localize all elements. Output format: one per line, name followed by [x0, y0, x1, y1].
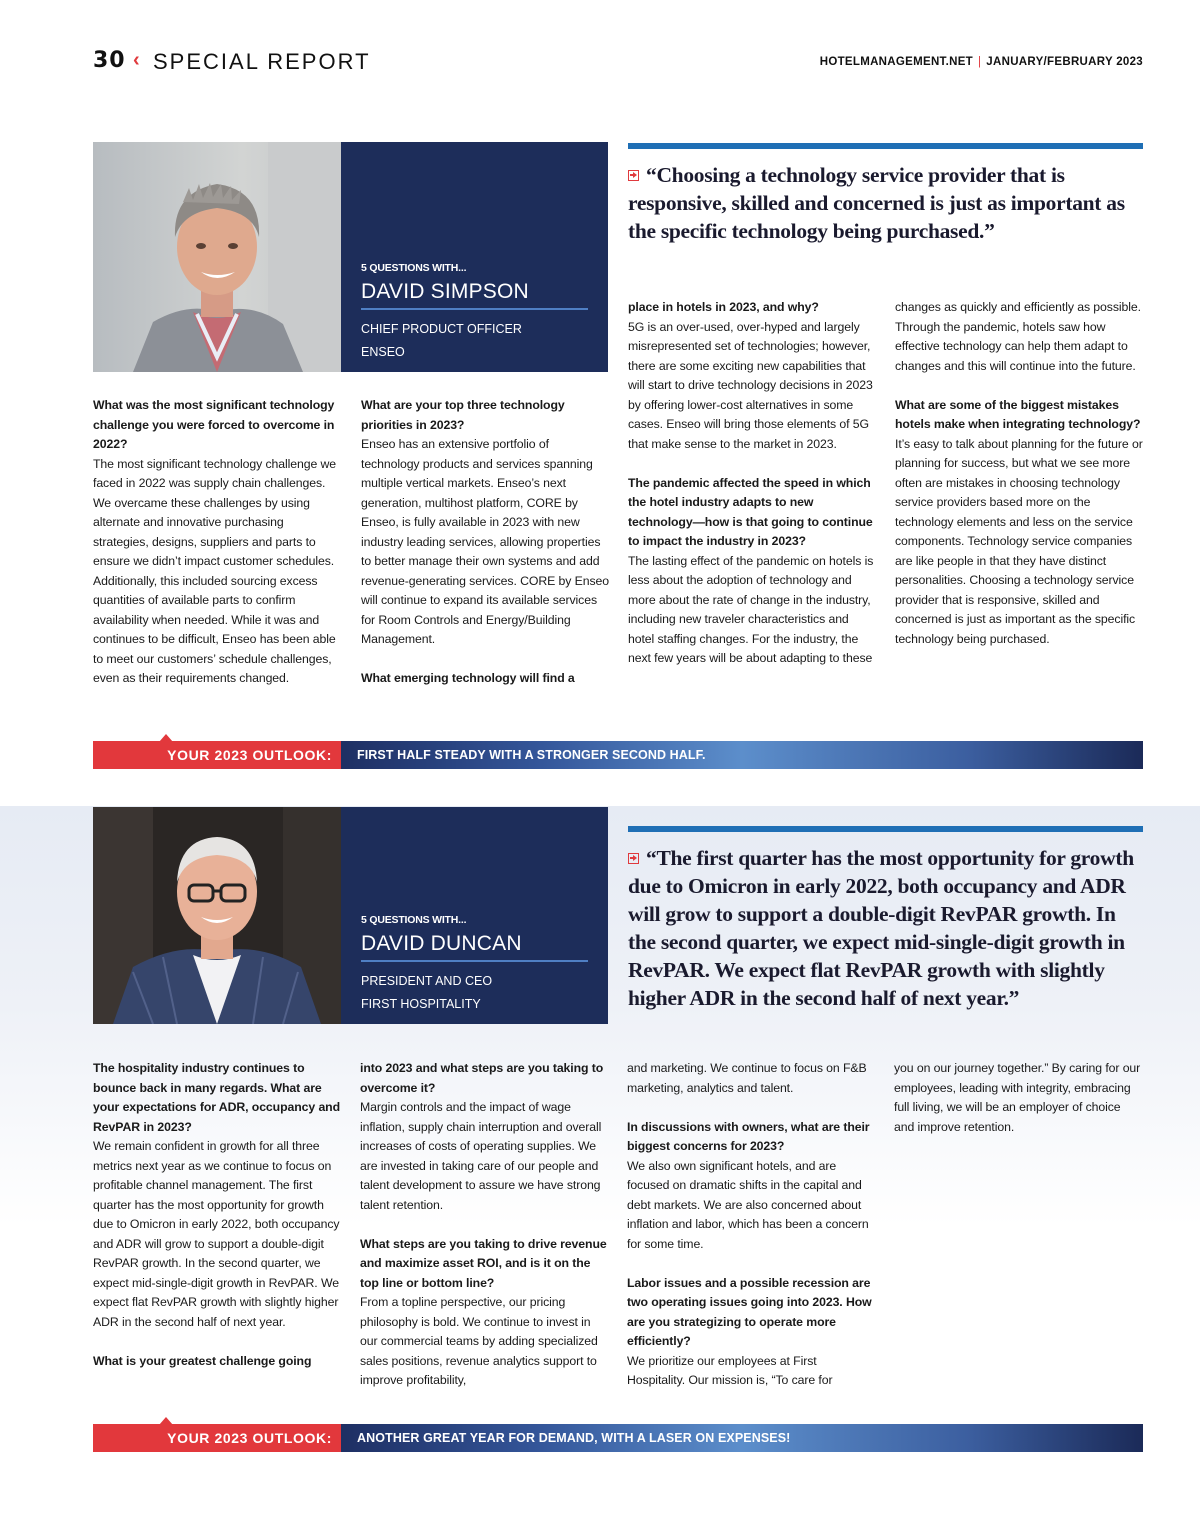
issue-date: JANUARY/FEBRUARY 2023: [986, 56, 1143, 68]
portrait-photo: [93, 142, 341, 372]
answer-text: and marketing. We continue to focus on F&B marketing, analytics and talent.: [627, 1061, 867, 1095]
pull-quote: [628, 844, 1143, 1012]
outlook-text-box: [341, 1424, 1143, 1452]
answer-text: We remain confident in growth for all three metrics next year as we continue to focus on profitable channel management. The first quarter has the most opportunity for growth due to Omicron in early 2022, both occupancy and ADR will grow to support a double-digit RevPAR growth. In the second quarter, we expect mid-single-digit growth in RevPAR. We expect flat RevPAR growth with slightly higher ADR in the second half of next year.: [93, 1139, 340, 1329]
answer-text: 5G is an over-used, over-hyped and largely misrepresented set of technologies; however, there are some exciting new capabilities that will start to drive technology decisions in 2023 by offering lower-cost alternatives in some cases. Enseo will bring those elements of 5G that make sense to the market in 2023.: [628, 319, 873, 451]
article-column: [628, 298, 876, 669]
question-text: What steps are you taking to drive revenue and maximize asset ROI, and is it on the top line or bottom line?: [360, 1236, 607, 1290]
answer-text: Margin controls and the impact of wage inflation, supply chain interruption and overall increases of costs of operating supplies. We are invested in taking care of our people and talent development to assure we have strong talent retention.: [360, 1100, 602, 1212]
outlook-banner: [93, 741, 1143, 769]
article-column: [894, 1059, 1142, 1137]
question-text: What was the most significant technology challenge you were forced to overcome in 2022?: [93, 398, 335, 451]
answer-text: changes as quickly and efficiently as possible. Through the pandemic, hotels saw how effective technology can help them adapt to changes and this will continue into the future.: [895, 300, 1141, 373]
profile-kicker: 5 QUESTIONS WITH...: [361, 914, 467, 926]
profile-name: DAVID DUNCAN: [361, 932, 588, 962]
article-column: [93, 396, 341, 689]
question-text: What are your top three technology priorities in 2023?: [361, 398, 565, 432]
section-title: SPECIAL REPORT: [153, 49, 371, 74]
paragraph-gap: [93, 1332, 341, 1352]
outlook-banner: [93, 1424, 1143, 1452]
pull-quote: [628, 161, 1143, 245]
article-column: [93, 1059, 341, 1371]
profile-kicker: 5 QUESTIONS WITH...: [361, 262, 467, 274]
pull-quote-text: “Choosing a technology service provider that is responsive, skilled and concerned is just as important as the specific technology being purchased.”: [628, 163, 1125, 243]
outlook-text-box: [341, 741, 1143, 769]
article-column: [361, 396, 609, 689]
profile-company: ENSEO: [361, 345, 405, 359]
answer-text: We prioritize our employees at First Hospitality. Our mission is, “To care for: [627, 1353, 833, 1387]
paragraph-gap: [628, 454, 876, 474]
question-text: place in hotels in 2023, and why?: [628, 300, 819, 314]
outlook-label-box: [93, 1424, 341, 1452]
triangle-pointer-icon: [159, 734, 173, 742]
publication-info: [820, 56, 1143, 68]
answer-text: It’s easy to talk about planning for the future or planning for success, but what we see more often are mistakes in choosing technology service providers based more on the technology elements and less on the service components. Technology service companies are like people in that they have distinct personalities. Choosing a technology service provider that is responsive, skilled and concerned is just as important as the specific technology being purchased.: [895, 436, 1143, 646]
outlook-label-box: [93, 741, 341, 769]
question-text: What is your greatest challenge going: [93, 1353, 312, 1368]
arrow-box-icon: [628, 853, 639, 864]
outlook-text: ANOTHER GREAT YEAR FOR DEMAND, WITH A LASER ON EXPENSES!: [357, 1431, 791, 1445]
arrow-box-icon: [628, 170, 639, 181]
article-column: [895, 298, 1143, 649]
outlook-label: YOUR 2023 OUTLOOK:: [167, 1430, 332, 1446]
question-text: The hospitality industry continues to bounce back in many regards. What are your expectations for ADR, occupancy and RevPAR in 2023?: [93, 1061, 340, 1134]
site-name: HOTELMANAGEMENT.NET: [819, 56, 973, 68]
paragraph-gap: [627, 1098, 875, 1118]
answer-text: The lasting effect of the pandemic on hotels is less about the adoption of technology and more about the rate of change in the industry, including new traveler characteristics and hotel staffing changes. For the industry, the next few years will be about adapting to these: [628, 553, 874, 665]
question-text: The pandemic affected the speed in which the hotel industry adapts to new technology—how is that going to continue to impact the industry in 2023?: [628, 475, 873, 548]
question-text: What emerging technology will find a: [361, 671, 575, 685]
paragraph-gap: [895, 376, 1143, 396]
profile-company: FIRST HOSPITALITY: [361, 997, 481, 1011]
outlook-text: FIRST HALF STEADY WITH A STRONGER SECOND HALF.: [357, 748, 706, 762]
answer-text: you on our journey together.” By caring for our employees, leading with integrity, embracing full living, we will be an employer of choice and improve retention.: [894, 1061, 1141, 1134]
triangle-pointer-icon: [159, 1417, 173, 1425]
question-text: In discussions with owners, what are their biggest concerns for 2023?: [627, 1119, 870, 1153]
page-number: 30: [93, 48, 126, 73]
quote-rule: [628, 143, 1143, 149]
header-separator: |: [978, 56, 982, 68]
article-column: [360, 1059, 608, 1391]
page-header: [93, 48, 1143, 78]
paragraph-gap: [627, 1254, 875, 1274]
article-column: [627, 1059, 875, 1391]
paragraph-gap: [361, 650, 609, 670]
pull-quote-text: “The first quarter has the most opportunity for growth due to Omicron in early 2022, both occupancy and ADR will grow to support a double-digit RevPAR growth. In the second quarter, we expect mid-single-digit growth in RevPAR. We expect flat RevPAR growth with slightly higher ADR in the second half of next year.”: [628, 846, 1134, 1010]
question-text: into 2023 and what steps are you taking to overcome it?: [360, 1061, 604, 1095]
answer-text: Enseo has an extensive portfolio of technology products and services spanning multiple vertical markets. Enseo’s next generation, multihost platform, CORE by Enseo, is fully available in 2023 with new industry leading services, allowing properties to better manage their own systems and add revenue-generating services. CORE by Enseo will continue to expand its available services for Room Controls and Energy/Building Management.: [361, 437, 610, 646]
answer-text: From a topline perspective, our pricing philosophy is bold. We continue to invest in our commercial teams by adding specialized sales positions, revenue analytics support to improve profitability,: [360, 1295, 598, 1387]
paragraph-gap: [360, 1215, 608, 1235]
question-text: What are some of the biggest mistakes hotels make when integrating technology?: [895, 397, 1141, 431]
profile-title-box: [341, 142, 608, 372]
answer-text: The most significant technology challenge we faced in 2022 was supply chain challenges. We overcame these challenges by using alternate and innovative purchasing strategies, designs, suppliers and parts to ensure we didn’t impact customer schedules. Additionally, this included sourcing excess quantities of available parts to confirm availability when needed. While it was and continues to be difficult, Enseo has been able to meet our customers’ schedule challenges, even as their requirements changed.: [93, 456, 337, 685]
chevron-left-icon: ‹: [133, 49, 140, 71]
question-text: Labor issues and a possible recession are two operating issues going into 2023. How are you strategizing to operate more efficiently?: [627, 1275, 872, 1348]
answer-text: We also own significant hotels, and are focused on dramatic shifts in the capital and debt markets. We are also concerned about inflation and labor, which has been a concern for some time.: [627, 1158, 869, 1251]
profile-role: PRESIDENT AND CEO: [361, 974, 493, 988]
profile-role: CHIEF PRODUCT OFFICER: [361, 322, 522, 336]
profile-name: DAVID SIMPSON: [361, 280, 588, 310]
profile-title-box: [341, 807, 608, 1024]
outlook-label: YOUR 2023 OUTLOOK:: [167, 747, 332, 763]
portrait-photo: [93, 807, 341, 1024]
quote-rule: [628, 826, 1143, 832]
